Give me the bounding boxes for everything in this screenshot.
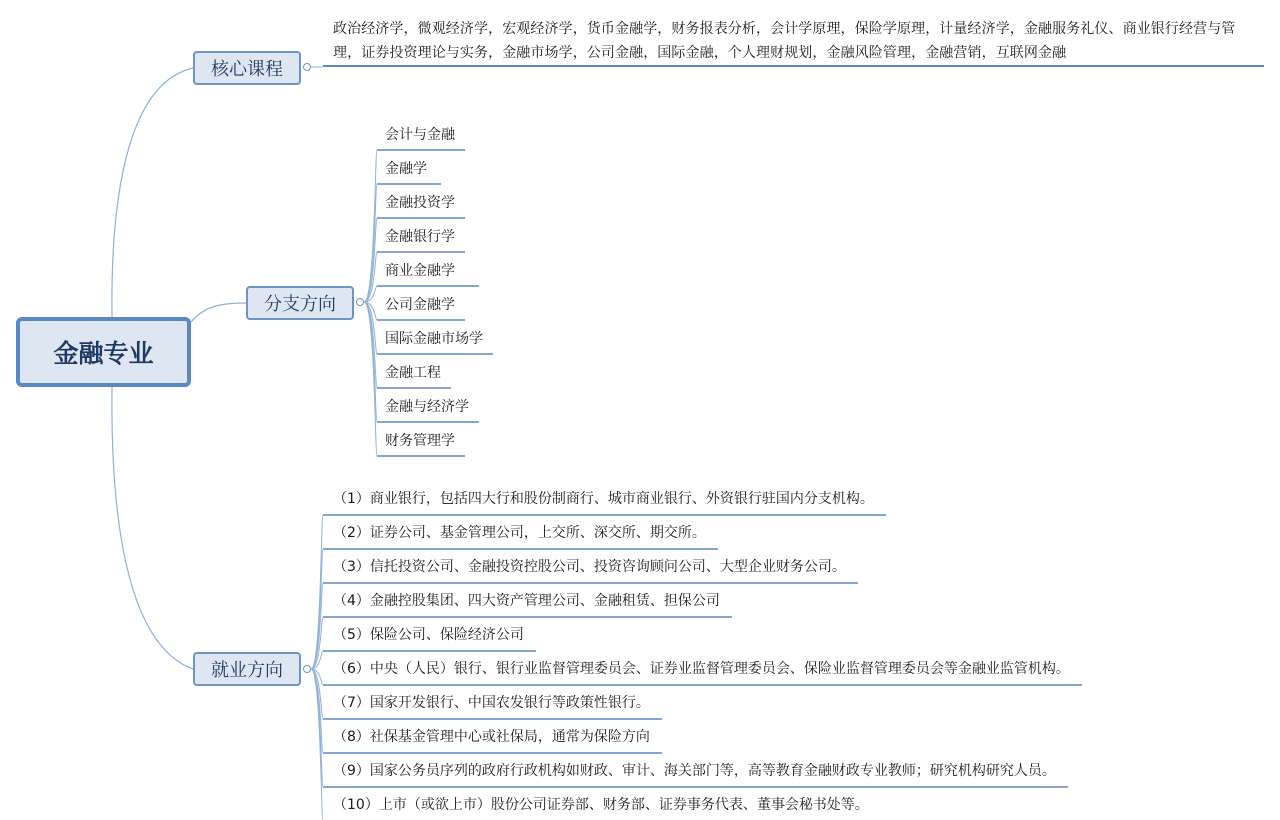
core-courses-text: 政治经济学，微观经济学，宏观经济学，货币金融学，财务报表分析，会计学原理，保险学原理，计量经济学，金融服务礼仪、商业银行经营与管理，证券投资理论与实务，金融市场学，公司金融，国际金融，个人理财规划，金融风险管理，金融营销，互联网金融 [333, 21, 1236, 61]
branch-specializations[interactable]: 分支方向 [246, 286, 354, 320]
career-item[interactable]: （4）金融控股集团、四大资产管理公司、金融租赁、担保公司 [333, 593, 720, 609]
specialization-item[interactable]: 金融学 [385, 161, 427, 177]
specialization-item[interactable]: 金融银行学 [385, 229, 455, 245]
career-item[interactable]: （6）中央（人民）银行、银行业监督管理委员会、证券业监督管理委员会、保险业监督管理委员会等金融业监管机构。 [333, 661, 1070, 677]
career-item[interactable]: （1）商业银行，包括四大行和股份制商行、城市商业银行、外资银行驻国内分支机构。 [333, 491, 874, 507]
specialization-item[interactable]: 金融与经济学 [385, 399, 469, 415]
collapse-dot-career [304, 666, 311, 673]
specialization-item[interactable]: 商业金融学 [385, 263, 455, 279]
career-item[interactable]: （2）证券公司、基金管理公司，上交所、深交所、期交所。 [333, 525, 706, 541]
specialization-item[interactable]: 金融投资学 [385, 195, 455, 211]
link-root-career [112, 387, 193, 669]
root-node[interactable]: 金融专业 [16, 317, 191, 387]
career-item[interactable]: （9）国家公务员序列的政府行政机构如财政、审计、海关部门等，高等教育金融财政专业教师；研究机构研究人员。 [333, 763, 1056, 779]
link-root-core [112, 68, 193, 317]
specialization-item[interactable]: 会计与金融 [385, 127, 455, 143]
career-item[interactable]: （10）上市（或欲上市）股份公司证券部、财务部、证券事务代表、董事会秘书处等。 [333, 797, 869, 813]
career-item[interactable]: （3）信托投资公司、金融投资控股公司、投资咨询顾问公司、大型企业财务公司。 [333, 559, 846, 575]
specialization-item[interactable]: 国际金融市场学 [385, 331, 483, 347]
collapse-dot-core [304, 64, 311, 71]
career-item[interactable]: （5）保险公司、保险经济公司 [333, 627, 524, 643]
specialization-item[interactable]: 财务管理学 [385, 433, 455, 449]
career-item[interactable]: （8）社保基金管理中心或社保局，通常为保险方向 [333, 729, 650, 745]
career-item[interactable]: （7）国家开发银行、中国农发银行等政策性银行。 [333, 695, 650, 711]
collapse-dot-direction [357, 299, 364, 306]
specialization-item[interactable]: 金融工程 [385, 365, 441, 381]
link-root-direction [191, 303, 246, 322]
specialization-item[interactable]: 公司金融学 [385, 297, 455, 313]
branch-careers[interactable]: 就业方向 [193, 652, 301, 686]
branch-core-courses[interactable]: 核心课程 [193, 51, 301, 85]
